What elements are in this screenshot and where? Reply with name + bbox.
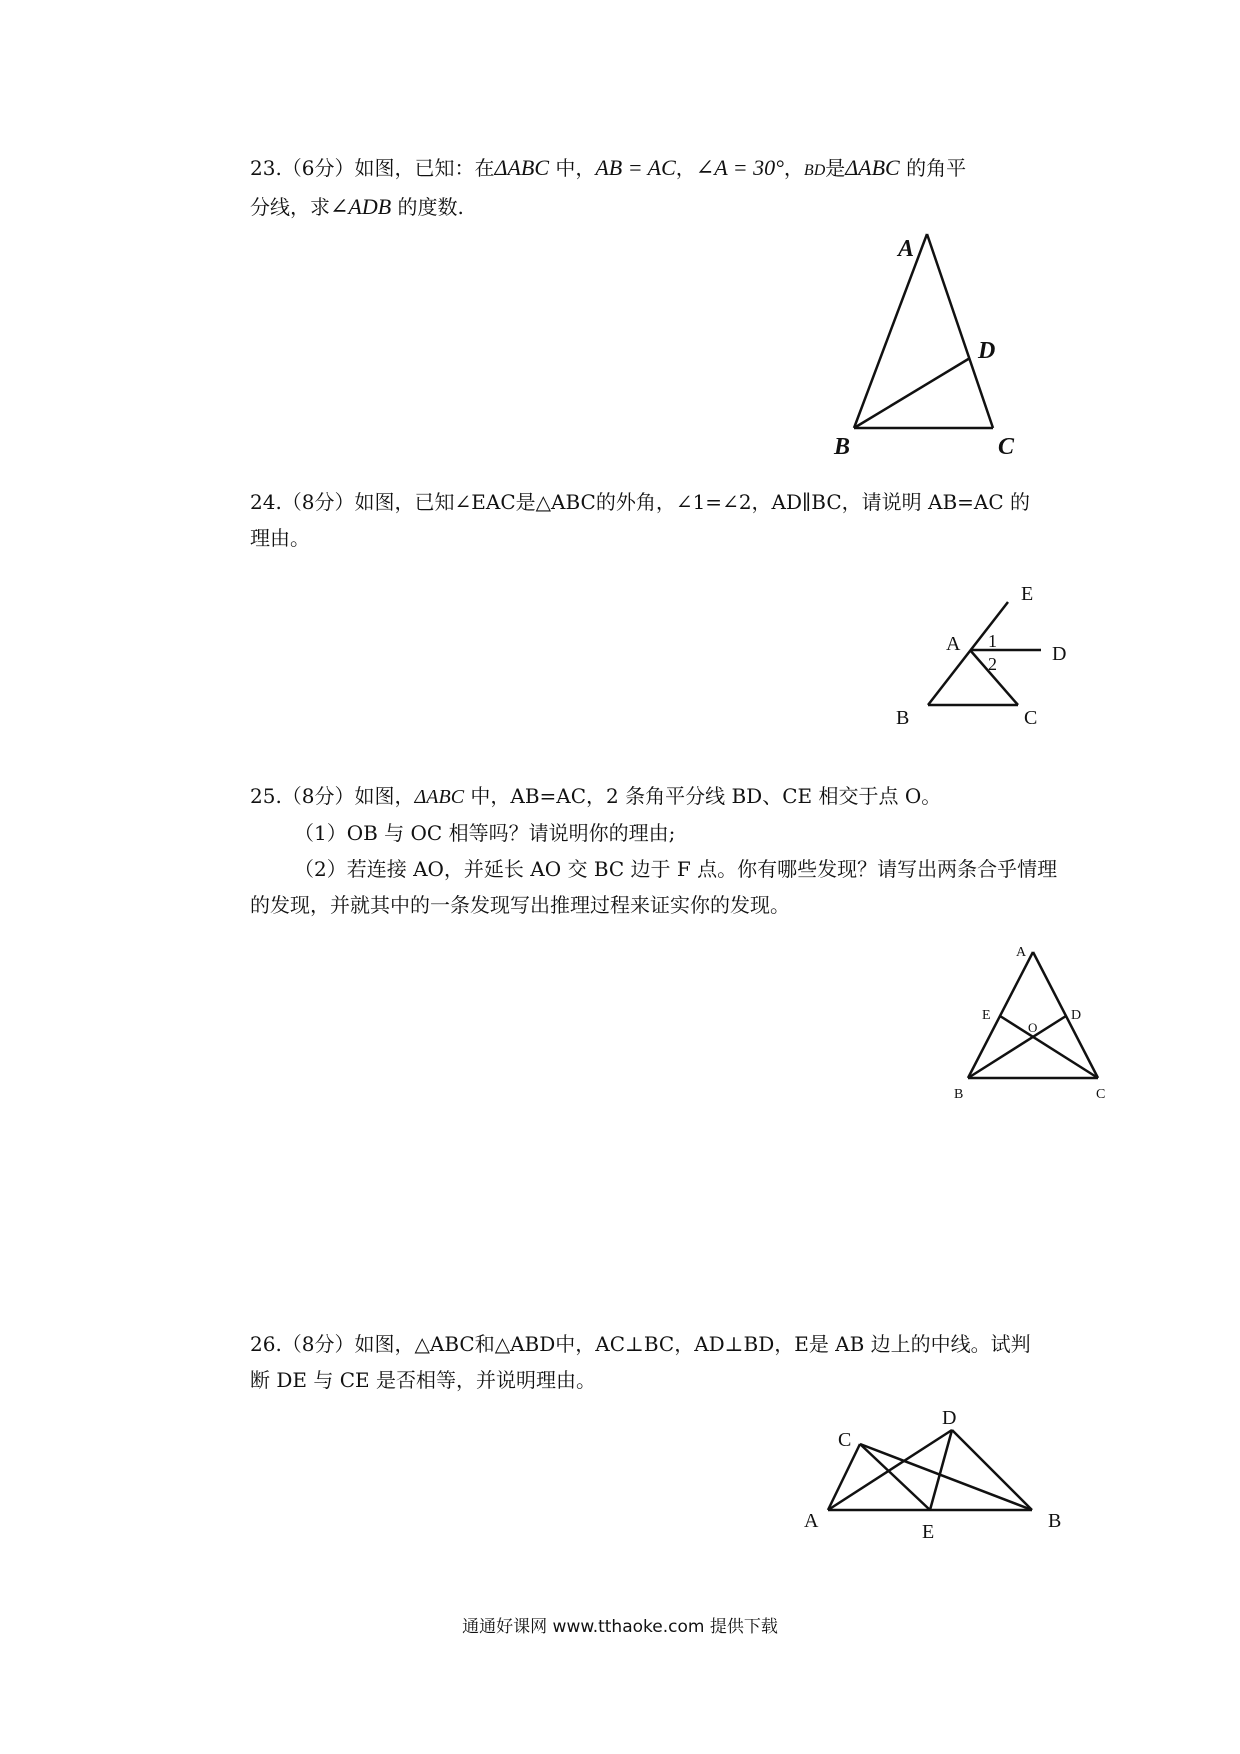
q26-label-c: C — [838, 1429, 852, 1451]
q25-side-ac — [1033, 952, 1098, 1078]
q25-line1: 25.（8分）如图，ΔABC 中，AB=AC，2 条角平分线 BD、CE 相交于点 O。 — [250, 784, 942, 808]
q26-label-b: B — [1048, 1510, 1062, 1532]
q23-side-ab — [854, 234, 927, 428]
q23-line1: 23.（6分）如图，已知：在ΔABC 中，AB = AC，∠A = 30°，BD是ΔABC 的角平 — [250, 155, 967, 180]
q23-label-b: B — [834, 434, 851, 460]
q24-label-d: D — [1052, 643, 1067, 665]
question-23 — [250, 150, 1130, 225]
q26-segment-db — [952, 1430, 1032, 1510]
q26-line1: 26.（8分）如图，△ABC和△ABD中，AC⊥BC，AD⊥BD，E是 AB 边上的中线。试判 — [250, 1332, 1031, 1356]
q25-label-a: A — [1016, 945, 1027, 960]
q25-label-b: B — [954, 1087, 964, 1102]
q23-bisector-bd — [854, 358, 970, 428]
question-25 — [250, 778, 1130, 923]
q25-label-d: D — [1071, 1008, 1082, 1023]
q26-line2: 断 DE 与 CE 是否相等，并说明理由。 — [250, 1368, 596, 1392]
q26-figure — [800, 1400, 1090, 1550]
q25-sub1: （1）OB 与 OC 相等吗？请说明你的理由; — [294, 821, 676, 845]
question-26 — [250, 1326, 1130, 1398]
q26-label-e: E — [922, 1521, 935, 1543]
q23-triangle-diagram — [820, 220, 1060, 460]
q25-label-e: E — [982, 1008, 991, 1023]
q23-side-ac — [927, 234, 996, 428]
q24-label-2: 2 — [988, 654, 997, 674]
page-footer: 通通好课网 www.tthaoke.com 提供下载 — [462, 1617, 778, 1637]
q25-label-c: C — [1096, 1087, 1106, 1102]
q26-label-d: D — [942, 1407, 957, 1429]
q23-line2: 分线，求∠ADB 的度数. — [250, 194, 464, 219]
q25-sub2-cont: 的发现，并就其中的一条发现写出推理过程来证实你的发现。 — [250, 893, 790, 917]
q23-label-d: D — [978, 338, 996, 364]
q25-triangle-diagram — [950, 940, 1130, 1100]
q25-label-o: O — [1028, 1020, 1038, 1035]
q24-figure — [890, 580, 1090, 730]
q24-triangle-diagram — [890, 580, 1090, 730]
q25-figure — [950, 940, 1130, 1100]
q25-sub2: （2）若连接 AO，并延长 AO 交 BC 边于 F 点。你有哪些发现？请写出两条合乎情理 — [294, 857, 1058, 881]
q24-label-c: C — [1024, 707, 1038, 729]
q24-line1: 24.（8分）如图，已知∠EAC是△ABC的外角，∠1=∠2，AD∥BC，请说明 AB=AC 的 — [250, 490, 1030, 514]
question-24 — [250, 484, 1130, 556]
q26-segment-ce — [860, 1444, 930, 1510]
q25-side-ab — [968, 952, 1033, 1078]
q23-label-a: A — [898, 236, 915, 262]
q23-figure — [820, 220, 1060, 460]
q24-line2: 理由。 — [250, 526, 310, 550]
q24-label-b: B — [896, 707, 910, 729]
q26-triangles-diagram — [800, 1400, 1090, 1550]
q26-label-a: A — [804, 1510, 819, 1532]
q23-label-c: C — [998, 434, 1015, 460]
q24-label-1: 1 — [988, 631, 997, 651]
q24-label-e: E — [1021, 583, 1034, 605]
q24-label-a: A — [946, 633, 961, 655]
